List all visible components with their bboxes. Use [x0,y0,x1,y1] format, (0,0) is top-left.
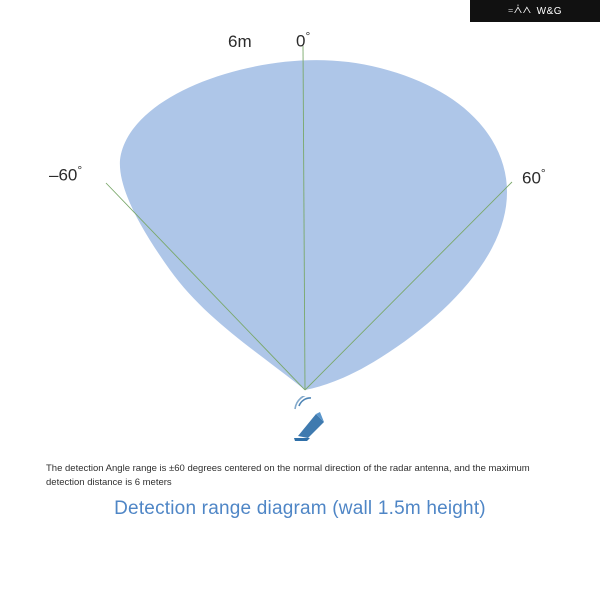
label-angle-plus-60: 60° [522,166,546,188]
coverage-area [120,60,507,390]
caption-text: The detection Angle range is ±60 degrees centered on the normal direction of the radar antenna, and the maximum detection distance is 6 meters [46,463,530,488]
degree-symbol-right: ° [540,166,546,180]
degree-symbol-left: ° [77,163,83,177]
label-angle-minus-60: –60° [49,163,83,185]
label-distance-6m: 6m [228,32,252,51]
diagram-title: Detection range diagram (wall 1.5m height) [114,498,486,519]
antenna-waves-icon: ᐀ᐰᐱ [507,4,532,15]
brand-name: W&G [536,5,563,17]
label-angle-0: 0° [296,29,311,51]
satellite-dish-icon [286,396,334,442]
degree-symbol-center: ° [305,29,311,43]
